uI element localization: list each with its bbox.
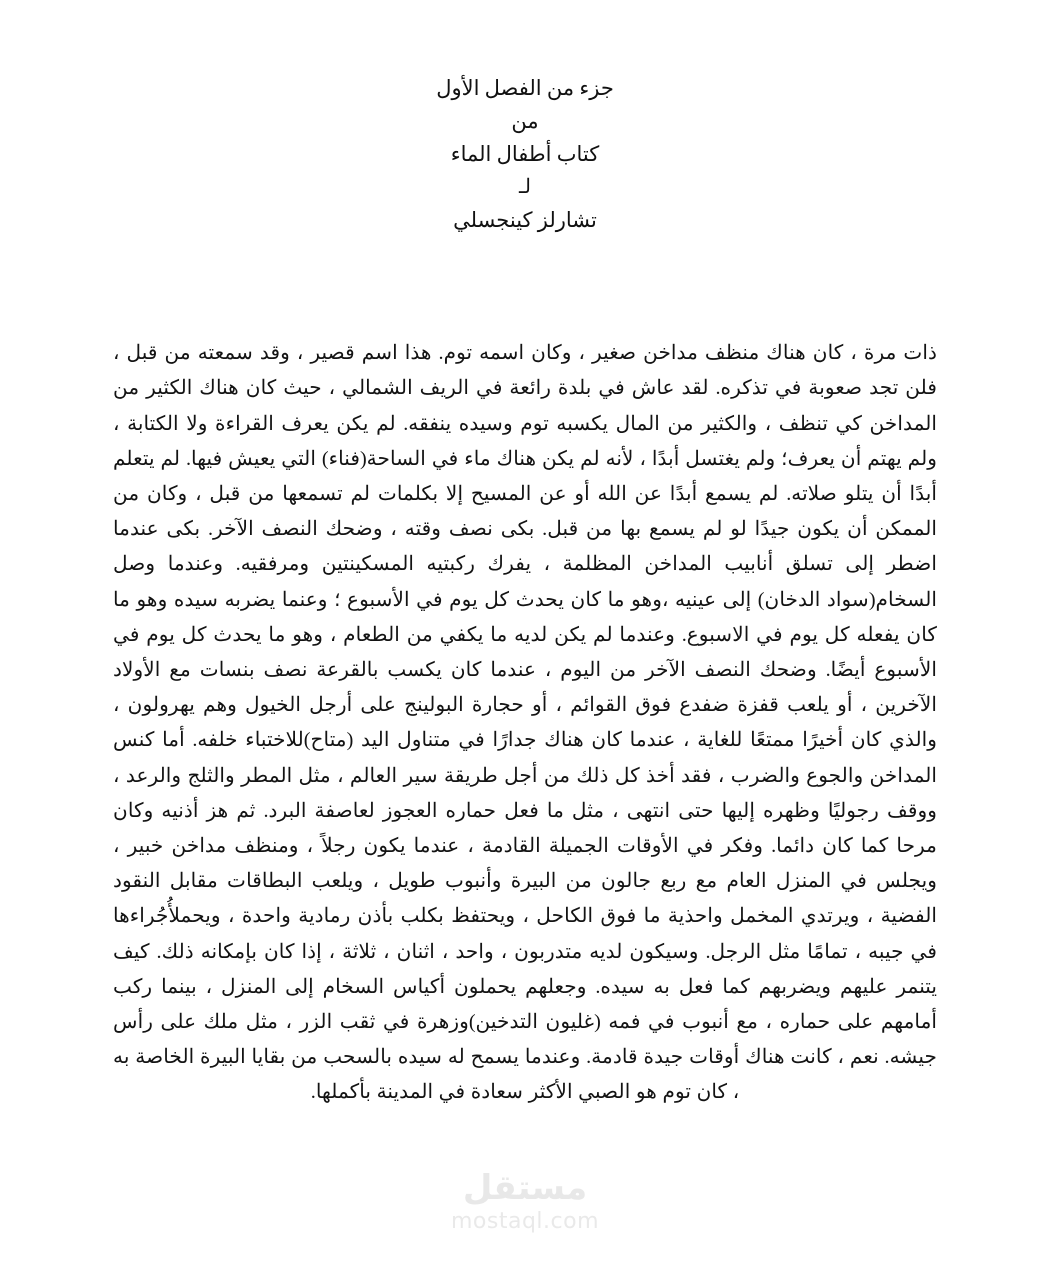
watermark-domain: mostaql.com [450, 1209, 600, 1234]
title-line-book: كتاب أطفال الماء [450, 142, 600, 166]
body-paragraph: ذات مرة ، كان هناك منظف مداخن صغير ، وكان اسمه توم. هذا اسم قصير ، وقد سمعته من قبل ، فلن تجد صعوبة في تذكره. لقد عاش في بلدة رائعة في الريف الشمالي ، حيث كان هناك الكثير من المداخن كي تنظف ، والكثير من المال يكسبه توم وسيده ينفقه. لم يكن يعرف القراءة ولا الكتابة ، ولم يهتم أن يعرف؛ ولم يغتسل أبدًا ، لأنه لم يكن هناك ماء في الساحة(فناء) التي يعيش فيها. لم يتعلم أبدًا أن يتلو صلاته. لم يسمع أبدًا عن الله أو عن المسيح إلا بكلمات لم تسمعها من قبل ، وكان من الممكن أن يكون جيدًا لو لم يسمع بها من قبل. بكى نصف وقته ، وضحك النصف الآخر. بكى عندما اضطر إلى تسلق أنابيب المداخن المظلمة ، يفرك ركبتيه المسكينتين ومرفقيه. وعندما وصل السخام(سواد الدخان) إلى عينيه ،وهو ما كان يحدث كل يوم في الأسبوع ؛ وعنما يضربه سيده وهو ما كان يفعله كل يوم في الاسبوع. وعندما لم يكن لديه ما يكفي من الطعام ، وهو ما يحدث كل يوم في الأسبوع أيضًا. وضحك النصف الآخر من اليوم ، عندما كان يكسب بالقرعة نصف بنسات مع الأولاد الآخرين ، أو يلعب قفزة ضفدع فوق القوائم ، أو حجارة البولينج على أرجل الخيول وهم يهرولون ، والذي كان أخيرًا ممتعًا للغاية ، عندما كان هناك جدارًا في متناول اليد (متاح)للاختباء خلفه. أما كنس المداخن والجوع والضرب ، فقد أخذ كل ذلك من أجل طريقة سير العالم ، مثل المطر والثلج والرعد ، ووقف رجوليًا وظهره إليها حتى انتهى ، مثل ما فعل حماره العجوز لعاصفة البرد. ثم هز أذنيه وكان مرحا كما كان دائما. وفكر في الأوقات الجميلة القادمة ، عندما يكون رجلاً ، ومنظف مداخن خبير ، ويجلس في المنزل العام مع ربع جالون من البيرة وأنبوب طويل ، ويلعب البطاقات مقابل النقود الفضية ، ويرتدي المخمل واحذية ما فوق الكاحل ، ويحتفظ بكلب بأذن رمادية واحدة ، ويحملأُجُراءها في جيبه ، تمامًا مثل الرجل. وسيكون لديه متدربون ، واحد ، اثنان ، ثلاثة ، إذا كان بإمكانه ذلك. كيف يتنمر عليهم ويضربهم كما فعل به سيده. وجعلهم يحملون أكياس السخام إلى المنزل ، بينما ركب أمامهم على حماره ، مع أنبوب في فمه (غليون التدخين)وزهرة في ثقب الزر ، مثل ملك على رأس جيشه. نعم ، كانت هناك أوقات جيدة قادمة. وعندما يسمح له سيده بالسحب من بقايا البيرة الخاصة به ، كان توم هو الصبي الأكثر سعادة في المدينة بأكملها. [113, 342, 937, 1104]
title-line-chapter: جزء من الفصل الأول [436, 76, 614, 100]
title-line-author: تشارلز كينجسلي [453, 208, 597, 232]
body-container [113, 316, 937, 1131]
title-line-from: من [511, 109, 539, 133]
watermark [0, 1168, 1050, 1235]
watermark-arabic-logo: مستقل [462, 1168, 588, 1208]
title-block [0, 72, 1050, 237]
title-line-by: لـ [519, 176, 531, 198]
